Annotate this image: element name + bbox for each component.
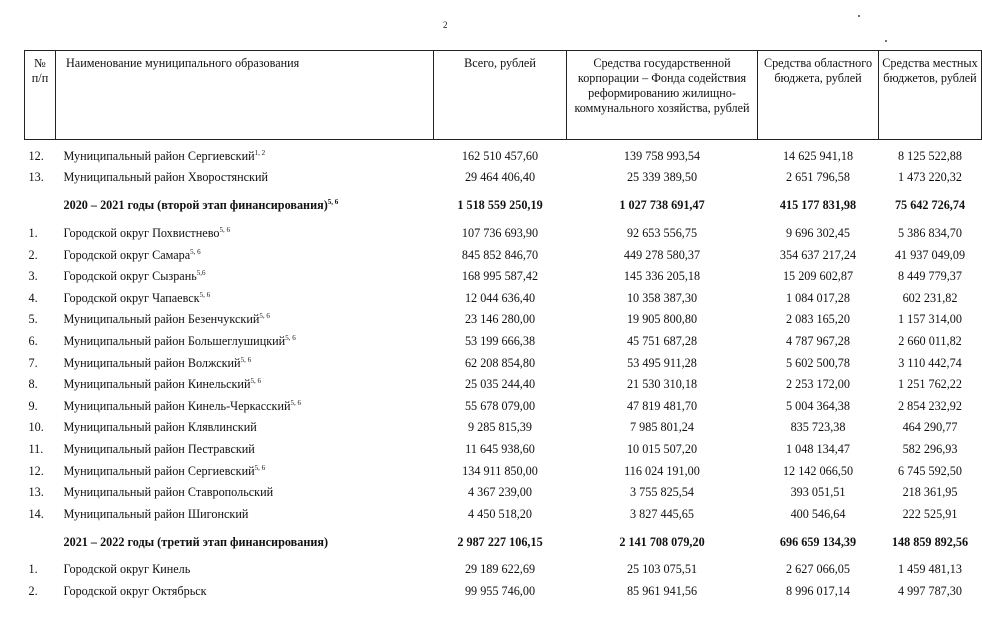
row-number: 13. — [28, 170, 44, 185]
header-name: Наименование муниципального образования — [56, 51, 434, 140]
header-regional: Средства областного бюджета, рублей — [758, 51, 879, 140]
total-value: 29 189 622,69 — [464, 562, 536, 577]
municipality-name — [56, 373, 434, 395]
regional-value: 9 696 302,45 — [786, 225, 850, 240]
table-row — [25, 373, 982, 395]
local-value: 8 449 779,37 — [898, 269, 962, 284]
row-number: 2. — [28, 247, 38, 262]
municipality-label: Муниципальный район Волжский — [63, 355, 241, 370]
total-value: 25 035 244,40 — [464, 377, 536, 392]
total-value: 62 208 854,80 — [464, 355, 536, 370]
row-number: 12. — [28, 148, 44, 163]
scan-speck — [885, 40, 887, 42]
table-row — [25, 330, 982, 352]
municipality-name — [56, 395, 434, 417]
footnote-ref: 5,6 — [196, 269, 206, 278]
regional-value: 1 084 017,28 — [786, 290, 850, 305]
table-header — [25, 51, 982, 140]
local-value: 2 854 232,92 — [898, 398, 962, 413]
local-value: 1 459 481,13 — [898, 562, 962, 577]
municipality-label: 2020 – 2021 годы (второй этап финансирования) — [63, 198, 328, 213]
row-number: 5. — [28, 312, 38, 327]
regional-value: 14 625 941,18 — [782, 148, 854, 163]
regional-value: 2 253 172,00 — [786, 377, 850, 392]
footnote-ref: 5, 6 — [250, 377, 261, 386]
fund-value: 3 827 445,65 — [630, 506, 694, 521]
municipality-label: Муниципальный район Хворостянский — [63, 170, 268, 185]
fund-value: 21 530 310,18 — [626, 377, 698, 392]
total-value: 1 518 559 250,19 — [457, 198, 543, 213]
fund-value: 116 024 191,00 — [624, 463, 700, 478]
table-row — [25, 265, 982, 287]
municipality-name — [56, 309, 434, 331]
total-value: 29 464 406,40 — [464, 170, 536, 185]
municipality-name — [56, 352, 434, 374]
municipality-label: Городской округ Сызрань — [63, 269, 197, 284]
municipality-label: Муниципальный район Кинельский — [63, 377, 251, 392]
municipality-name — [56, 460, 434, 482]
municipality-label: Городской округ Самара — [63, 247, 191, 262]
footnote-ref: 5, 6 — [240, 355, 252, 364]
table-row — [25, 309, 982, 331]
fund-value: 7 985 801,24 — [630, 420, 694, 435]
regional-value: 400 546,64 — [790, 506, 846, 521]
municipality-label: Муниципальный район Пестравский — [63, 441, 255, 456]
municipality-label: Городской округ Октябрьск — [63, 583, 207, 598]
fund-value: 53 495 911,28 — [627, 355, 697, 370]
municipality-label: Городской округ Похвистнево — [63, 225, 220, 240]
table-row — [25, 167, 982, 189]
local-value: 2 660 011,82 — [898, 333, 962, 348]
page-number: 2 — [443, 20, 448, 30]
regional-value: 354 637 217,24 — [779, 247, 857, 262]
row-number: 14. — [28, 506, 44, 521]
regional-value: 2 651 796,58 — [786, 170, 850, 185]
table-row — [25, 438, 982, 460]
local-value: 3 110 442,74 — [898, 355, 962, 370]
total-value: 134 911 850,00 — [462, 463, 538, 478]
municipality-label: Городской округ Чапаевск — [63, 290, 200, 305]
fund-value: 1 027 738 691,47 — [619, 198, 705, 213]
municipality-label: Муниципальный район Шигонский — [63, 506, 249, 521]
regional-value: 12 142 066,50 — [782, 463, 854, 478]
regional-value: 5 004 364,38 — [786, 398, 850, 413]
municipality-name — [56, 188, 434, 222]
local-value: 148 859 892,56 — [891, 534, 969, 549]
local-value: 218 361,95 — [902, 485, 958, 500]
local-value: 1 251 762,22 — [898, 377, 962, 392]
footnote-ref: 5, 6 — [199, 290, 211, 299]
local-value: 5 386 834,70 — [898, 225, 962, 240]
fund-value: 19 905 800,80 — [626, 312, 698, 327]
regional-value: 835 723,38 — [790, 420, 846, 435]
municipality-name — [56, 330, 434, 352]
fund-value: 25 339 389,50 — [626, 170, 698, 185]
total-value: 55 678 079,00 — [464, 398, 536, 413]
municipality-name — [56, 265, 434, 287]
total-value: 23 146 280,00 — [464, 312, 536, 327]
fund-value: 25 103 075,51 — [626, 562, 698, 577]
regional-value: 15 209 602,87 — [782, 269, 854, 284]
total-value: 107 736 693,90 — [461, 225, 539, 240]
row-number: 7. — [28, 355, 38, 370]
regional-value: 2 627 066,05 — [786, 562, 850, 577]
municipality-name — [56, 287, 434, 309]
header-total: Всего, рублей — [434, 51, 567, 140]
municipality-label: Муниципальный район Большеглушицкий — [63, 333, 286, 348]
stage-row — [25, 525, 982, 559]
municipality-label: Муниципальный район Сергиевский — [63, 463, 255, 478]
table-body — [25, 140, 982, 602]
footnote-ref: 5, 6 — [254, 463, 266, 472]
municipality-name — [56, 167, 434, 189]
total-value: 9 285 815,39 — [468, 420, 532, 435]
municipality-label: Муниципальный район Безенчукский — [63, 312, 260, 327]
municipality-label: Муниципальный район Клявлинский — [63, 420, 257, 435]
row-number: 9. — [28, 398, 38, 413]
table-row — [25, 417, 982, 439]
header-fund: Средства государственной корпорации – Фонда содействия реформированию жилищно-коммунального хозяйства, рублей — [567, 51, 758, 140]
scan-speck — [858, 15, 860, 17]
table-row — [25, 140, 982, 167]
municipality-label: Муниципальный район Кинель-Черкасский — [63, 398, 291, 413]
table-row — [25, 559, 982, 581]
municipality-name — [56, 244, 434, 266]
fund-value: 92 653 556,75 — [626, 225, 698, 240]
row-number: 12. — [28, 463, 44, 478]
row-number: 1. — [28, 562, 38, 577]
row-number — [25, 525, 56, 559]
local-value: 75 642 726,74 — [894, 198, 966, 213]
local-value: 222 525,91 — [902, 506, 958, 521]
municipality-name — [56, 559, 434, 581]
total-value: 11 645 938,60 — [465, 441, 535, 456]
regional-value: 8 996 017,14 — [786, 583, 850, 598]
regional-value: 1 048 134,47 — [786, 441, 850, 456]
total-value: 845 852 846,70 — [461, 247, 539, 262]
total-value: 2 987 227 106,15 — [457, 534, 543, 549]
total-value: 168 995 587,42 — [461, 269, 539, 284]
local-value: 6 745 592,50 — [898, 463, 962, 478]
regional-value: 393 051,51 — [790, 485, 846, 500]
table-row — [25, 244, 982, 266]
fund-value: 85 961 941,56 — [626, 583, 698, 598]
local-value: 1 473 220,32 — [898, 170, 962, 185]
fund-value: 47 819 481,70 — [626, 398, 698, 413]
local-value: 602 231,82 — [902, 290, 958, 305]
regional-value: 696 659 134,39 — [779, 534, 857, 549]
funding-table — [24, 50, 982, 602]
row-number: 11. — [28, 441, 44, 456]
regional-value: 4 787 967,28 — [786, 333, 850, 348]
footnote-ref: 5, 6 — [290, 398, 301, 407]
row-number: 3. — [28, 269, 38, 284]
municipality-name — [56, 525, 434, 559]
footnote-ref: 5, 6 — [327, 198, 339, 207]
total-value: 4 367 239,00 — [468, 485, 532, 500]
footnote-ref: 5, 6 — [285, 333, 296, 342]
municipality-name — [56, 438, 434, 460]
total-value: 99 955 746,00 — [464, 583, 536, 598]
table-row — [25, 503, 982, 525]
municipality-name — [56, 222, 434, 244]
local-value: 8 125 522,88 — [898, 148, 962, 163]
table-row — [25, 287, 982, 309]
header-num: № п/п — [25, 51, 56, 140]
row-number: 10. — [28, 420, 44, 435]
fund-value: 3 755 825,54 — [630, 485, 694, 500]
municipality-label: Муниципальный район Ставропольский — [63, 485, 274, 500]
local-value: 1 157 314,00 — [898, 312, 962, 327]
fund-value: 139 758 993,54 — [623, 148, 701, 163]
local-value: 41 937 049,09 — [894, 247, 966, 262]
footnote-ref: 5, 6 — [190, 247, 201, 256]
table-row — [25, 460, 982, 482]
regional-value: 5 602 500,78 — [786, 355, 850, 370]
row-number: 4. — [28, 290, 38, 305]
municipality-name — [56, 140, 434, 167]
header-local: Средства местных бюджетов, рублей — [879, 51, 982, 140]
total-value: 53 199 666,38 — [464, 333, 536, 348]
fund-value: 145 336 205,18 — [623, 269, 701, 284]
row-number: 8. — [28, 377, 38, 392]
total-value: 4 450 518,20 — [468, 506, 532, 521]
municipality-name — [56, 503, 434, 525]
table-row — [25, 481, 982, 503]
fund-value: 10 358 387,30 — [626, 290, 698, 305]
stage-row — [25, 188, 982, 222]
fund-value: 45 751 687,28 — [626, 333, 698, 348]
footnote-ref: 1, 2 — [254, 148, 266, 157]
regional-value: 2 083 165,20 — [786, 312, 850, 327]
row-number: 6. — [28, 333, 38, 348]
fund-value: 449 278 580,37 — [623, 247, 701, 262]
footnote-ref: 5, 6 — [259, 312, 270, 321]
row-number: 2. — [28, 583, 38, 598]
total-value: 162 510 457,60 — [461, 148, 539, 163]
municipality-label: Городской округ Кинель — [63, 562, 191, 577]
regional-value: 415 177 831,98 — [779, 198, 857, 213]
footnote-ref: 5, 6 — [219, 225, 230, 234]
row-number: 1. — [28, 225, 38, 240]
row-number: 13. — [28, 485, 44, 500]
table-row — [25, 395, 982, 417]
fund-value: 10 015 507,20 — [626, 441, 698, 456]
municipality-name — [56, 417, 434, 439]
local-value: 582 296,93 — [902, 441, 958, 456]
table-row — [25, 580, 982, 602]
local-value: 464 290,77 — [902, 420, 958, 435]
municipality-name — [56, 481, 434, 503]
table-row — [25, 352, 982, 374]
local-value: 4 997 787,30 — [898, 583, 962, 598]
municipality-name — [56, 580, 434, 602]
table-row — [25, 222, 982, 244]
municipality-label: 2021 – 2022 годы (третий этап финансирования) — [63, 534, 329, 549]
fund-value: 2 141 708 079,20 — [619, 534, 705, 549]
total-value: 12 044 636,40 — [464, 290, 536, 305]
municipality-label: Муниципальный район Сергиевский — [63, 148, 255, 163]
row-number — [25, 188, 56, 222]
